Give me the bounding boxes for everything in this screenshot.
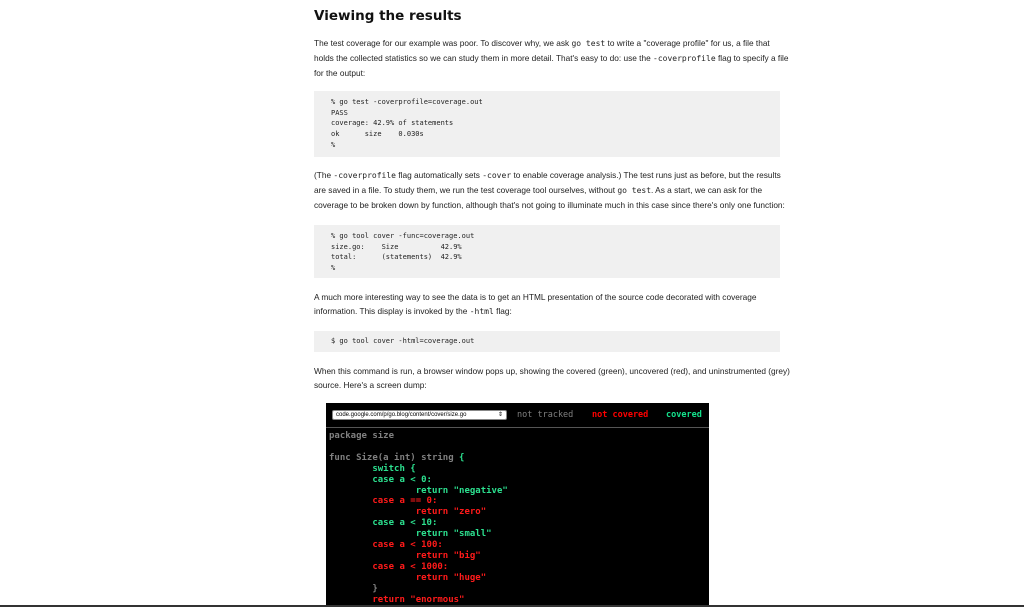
code-line: coverage: 42.9% of statements [331,119,454,128]
source-line: case a < 1000: [329,561,449,572]
source-line: func Size(a int) string [329,452,460,463]
source-line: } [329,583,378,594]
source-line: case a == 0: [329,496,438,507]
code-line: size.go: Size 42.9% [331,242,462,251]
source-line: case a < 100: [329,540,443,551]
code-line: total: (statements) 42.9% [331,253,462,262]
text: The test coverage for our example was poor. To discover why, we ask [314,38,572,48]
inline-code: -cover [482,171,512,180]
article [314,0,790,392]
text: . As a start, we can ask for the coverage to be broken down by function, although that's not going to illuminate much in this case since there's only one function: [314,185,785,210]
section-heading: Viewing the results [314,8,462,24]
text: to write a "coverage profile" for us, a file that holds the collected statistics so we can study them in more detail. That's easy to do: use the [314,38,770,63]
text: flag: [493,306,512,316]
inline-code: -coverprofile [333,171,396,180]
text: A much more interesting way to see the data is to get an HTML presentation of the source code decorated with coverage information. This display is invoked by the [314,292,757,316]
code-block-cover-html [314,331,780,352]
source-line: return "small" [329,529,492,540]
source-line: return "negative" [329,485,508,496]
code-block-cover-func [314,225,780,278]
source-line: return "huge" [329,572,487,583]
code-line: $ go tool cover -html=coverage.out [331,337,475,345]
source-line: case a < 0: [329,474,432,485]
source-line: return "zero" [329,507,487,518]
inline-code: go test [617,186,652,195]
code-line: ok size 0.030s [331,130,424,139]
text: flag automatically sets [396,170,483,180]
legend-not-covered: not covered [592,410,649,420]
source-line: switch { [329,463,416,474]
inline-code: -html [469,307,494,316]
paragraph-screen-dump: When this command is run, a browser window pops up, showing the covered (green), uncovered (red), and uninstrumented (grey) source. Here's a screen dump: [314,366,790,390]
inline-code: go test [571,39,606,48]
paragraph-html [314,290,790,319]
dump-divider [326,427,709,428]
source-line: return "big" [329,550,481,561]
file-select[interactable] [332,410,507,420]
source-line: { [459,452,465,463]
coverage-screen-dump [326,403,709,607]
legend-not-tracked: not tracked [517,410,574,420]
source-line: case a < 10: [329,518,438,529]
chevron-down-icon: ⇕ [497,412,503,418]
code-block-go-test [314,91,780,157]
dump-toolbar [326,403,709,427]
paragraph-intro [314,36,790,80]
code-line: PASS [331,108,348,117]
paragraph-coverprofile [314,168,790,212]
code-line: % go tool cover -func=coverage.out [331,232,475,240]
inline-code: -coverprofile [653,54,716,63]
source-line: package size [329,431,395,441]
coverage-source [329,431,508,606]
file-select-value: code.google.com/p/go.blog/content/cover/size.go [336,412,467,418]
code-line: % [331,264,336,273]
text: to enable coverage analysis.) The test runs just as before, but the results are saved in a file. To study them, we run the test coverage tool ourselves, without [314,170,781,195]
code-line: % [331,140,336,149]
code-line: % go test -coverprofile=coverage.out [331,98,483,106]
text: (The [314,170,334,180]
legend-covered: covered [666,410,702,420]
text: flag to specify a file for the output: [314,53,789,78]
source-line: return "enormous" [329,594,465,605]
